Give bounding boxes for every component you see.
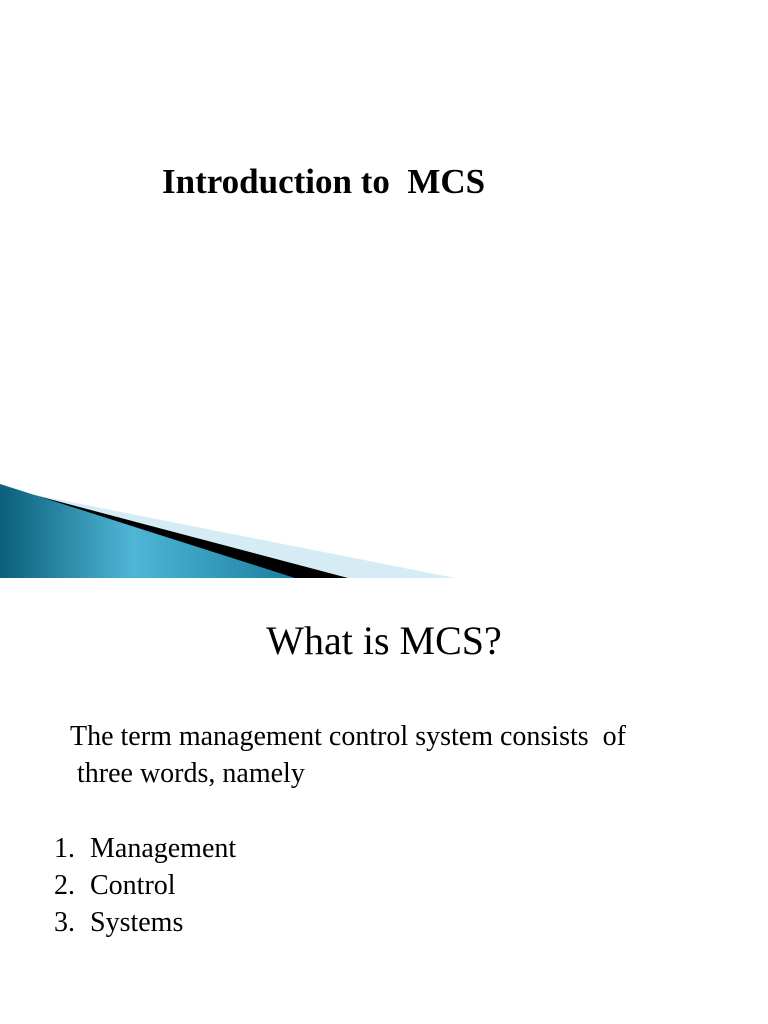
list-number: 2. [54,870,75,901]
word-list [54,830,236,941]
paragraph-line: three words, namely [70,758,305,789]
slide-what-is-mcs [0,578,768,1024]
list-number: 1. [54,833,75,864]
list-item [54,904,236,941]
list-item [54,867,236,904]
list-number: 3. [54,907,75,938]
decorative-swoosh [0,478,768,578]
paragraph-line: The term management control system consists of [70,721,626,752]
slide-title: Introduction to MCS [162,162,486,201]
list-item [54,830,236,867]
list-text: Management [90,833,237,864]
list-text: Systems [90,907,184,938]
intro-paragraph [70,718,710,792]
swoosh-teal-band [0,484,295,578]
list-text: Control [90,870,176,901]
slide-title: What is MCS? [266,618,502,663]
